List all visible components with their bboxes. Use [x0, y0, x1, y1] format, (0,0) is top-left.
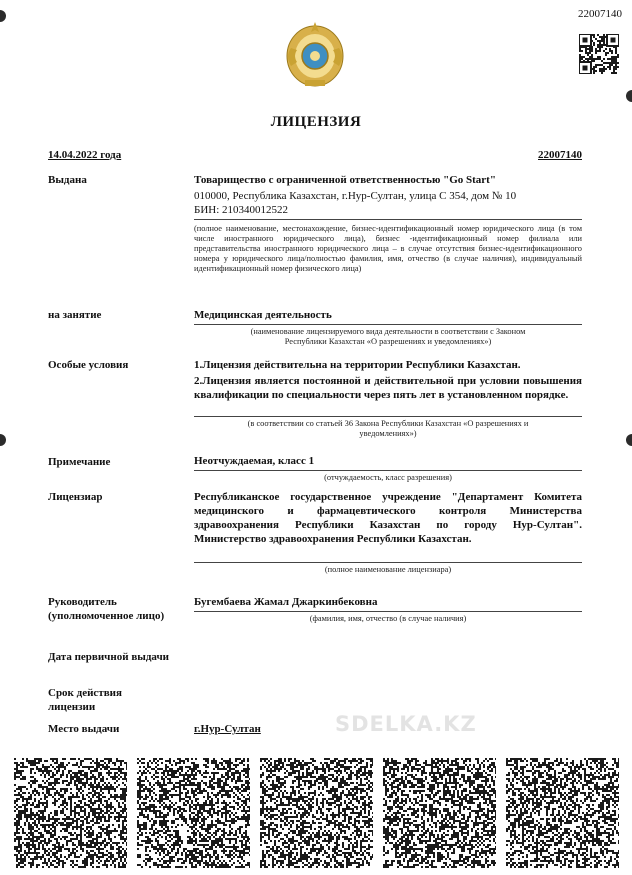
head-label-line2: (уполномоченное лицо) — [48, 610, 165, 622]
place-value: г.Нур-Султан — [194, 723, 261, 735]
first-issue-label: Дата первичной выдачи — [48, 651, 170, 663]
divider — [194, 562, 582, 563]
validity-label-line1: Срок действия — [48, 687, 122, 699]
activity-value: Медицинская деятельность — [194, 309, 332, 321]
note-value: Неотчуждаемая, класс 1 — [194, 455, 315, 467]
special-condition-1: 1.Лицензия действительна на территории Республики Казахстан. — [194, 359, 521, 371]
barcode-icon — [506, 758, 619, 868]
special-conditions-caption-line2: уведомлениях») — [359, 429, 417, 438]
barcode-icon — [14, 758, 127, 868]
head-value: Бугембаева Жамал Джаркинбековна — [194, 596, 378, 608]
watermark: SDELKA.KZ — [335, 712, 477, 736]
place-label: Место выдачи — [48, 723, 120, 735]
head-caption: (фамилия, имя, отчество (в случае наличия) — [309, 614, 467, 623]
divider — [194, 470, 582, 471]
issued-to-caption: (полное наименование, местонахождение, бизнес-идентификационный номер юридического лица (в том числе иностранного юридического лица), бизнес -идентификационный номер филиала или представительства иностранного юридического лица – в случае отсутствия бизнес-идентификационного номера у юридического лица/полностью фамилия, имя, отчество (в случае наличия), индивидуальный идентификационный номер физического лица) — [194, 224, 582, 273]
divider — [194, 611, 582, 612]
barcode-icon — [383, 758, 496, 868]
head-label-line1: Руководитель — [48, 596, 117, 608]
binding-hole-icon — [0, 10, 6, 22]
special-conditions-caption-line1: (в соответствии со статьей 36 Закона Республики Казахстан «О разрешениях и — [247, 419, 529, 428]
registration-number: 22007140 — [538, 149, 582, 161]
issued-to-label: Выдана — [48, 174, 87, 186]
special-conditions-label: Особые условия — [48, 359, 129, 371]
qr-code-icon — [579, 34, 619, 74]
binding-hole-icon — [626, 434, 632, 446]
activity-caption-line2: Республики Казахстан «О разрешениях и уведомлениях») — [284, 337, 492, 346]
special-condition-2: 2.Лицензия является постоянной и действительной при условии повышения квалификации по специальности через пять лет в установленном порядке. — [194, 375, 582, 401]
licensee-bin: БИН: 210340012522 — [194, 204, 289, 216]
licensor-value: Республиканское государственное учреждение "Департамент Комитета медицинского и фармацевтического контроля Министерства здравоохранения Республики Казахстан по городу Нур-Султан". Министерство здравоохранения Республики Казахстан. — [194, 491, 582, 545]
activity-label: на занятие — [48, 309, 102, 321]
document-title: ЛИЦЕНЗИЯ — [270, 114, 362, 130]
activity-caption-line1: (наименование лицензируемого вида деятельности в соответствии с Законом — [250, 327, 526, 336]
divider — [194, 324, 582, 325]
barcode-icon — [260, 758, 373, 868]
licensor-label: Лицензиар — [48, 491, 103, 503]
validity-label-line2: лицензии — [48, 701, 96, 713]
divider — [194, 416, 582, 417]
licensor-caption: (полное наименование лицензиара) — [324, 565, 452, 574]
note-label: Примечание — [48, 456, 111, 468]
binding-hole-icon — [626, 90, 632, 102]
barcode-icon — [137, 758, 250, 868]
state-emblem-icon — [283, 18, 347, 92]
divider — [194, 219, 582, 220]
binding-hole-icon — [0, 434, 6, 446]
issue-date: 14.04.2022 года — [48, 149, 122, 161]
note-caption: (отчуждаемость, класс разрешения) — [324, 473, 452, 482]
licensee-address: 010000, Республика Казахстан, г.Нур-Султан, улица С 354, дом № 10 — [194, 190, 517, 202]
licensee-name: Товарищество с ограниченной ответственностью "Go Start" — [194, 174, 496, 186]
document-number-top: 22007140 — [578, 8, 622, 20]
